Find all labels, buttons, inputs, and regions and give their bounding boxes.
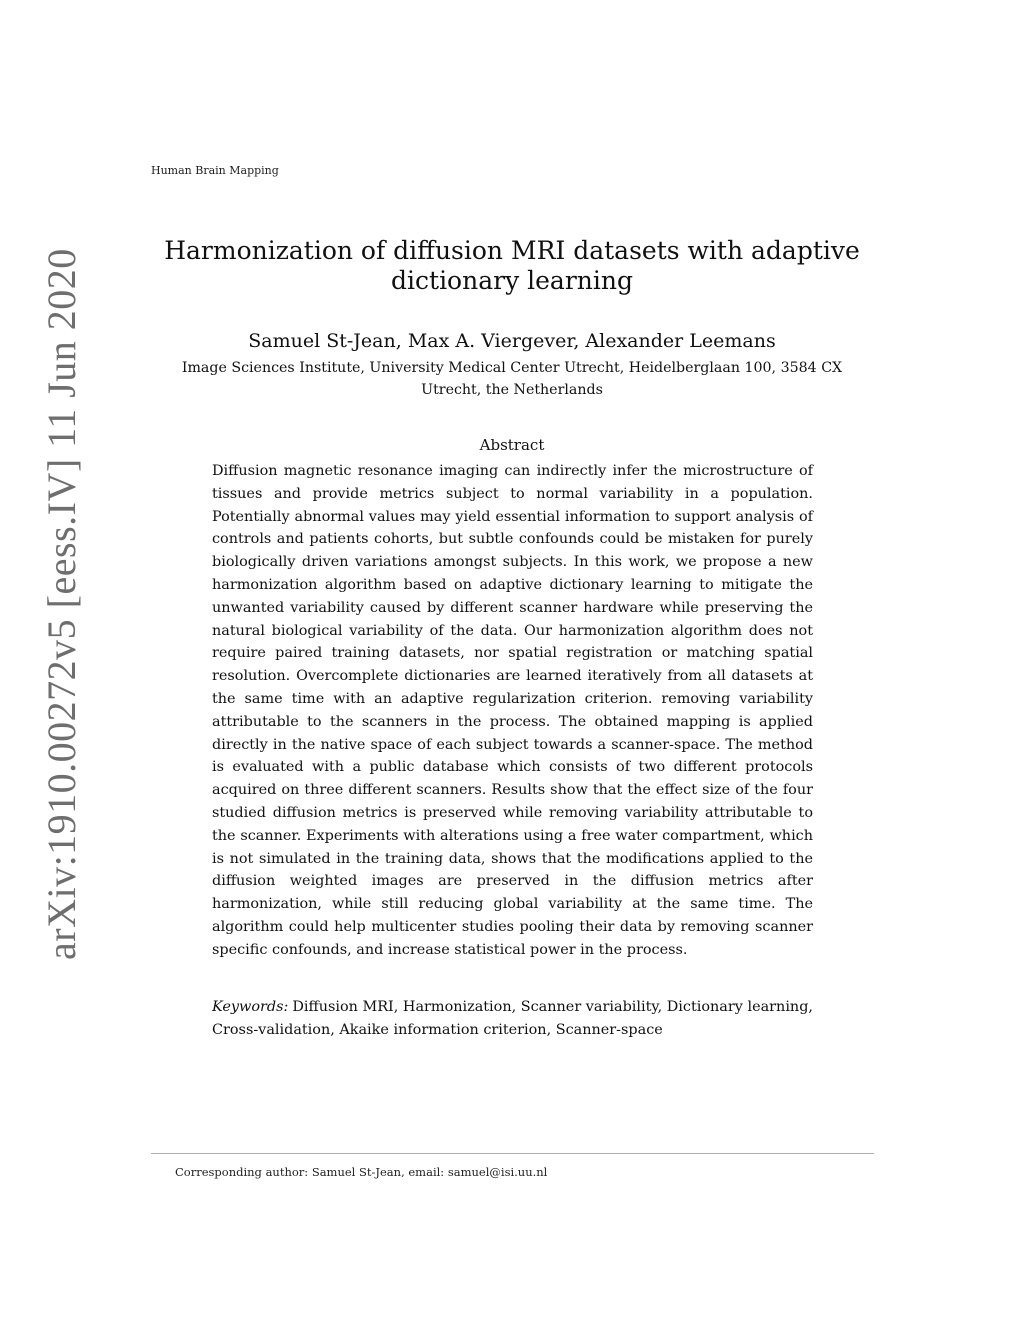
abstract-heading: Abstract (479, 436, 545, 454)
affiliation-line-1: Image Sciences Institute, University Medical Center Utrecht, Heidelberglaan 100, 3584 CX (181, 360, 843, 376)
author-list: Samuel St-Jean, Max A. Viergever, Alexander Leemans (248, 330, 776, 352)
footnote-divider (151, 1153, 874, 1154)
title-line-1: Harmonization of diffusion MRI datasets with adaptive (164, 236, 860, 265)
corresponding-author-footnote: Corresponding author: Samuel St-Jean, email: samuel@isi.uu.nl (175, 1165, 548, 1179)
keywords-label: Keywords: (212, 999, 289, 1015)
affiliation-line-2: Utrecht, the Netherlands (421, 382, 603, 398)
paper-title (150, 236, 874, 296)
keywords-list: Diffusion MRI, Harmonization, Scanner variability, Dictionary learning, Cross-validation, Akaike information criterion, Scanner-space (212, 999, 813, 1038)
abstract-text: Diffusion magnetic resonance imaging can indirectly infer the microstructure of tissues and provide metrics subject to normal variability in a population. Potentially abnormal values may yield essential information to support analysis of controls and patients cohorts, but subtle confounds could be mistaken for purely biologically driven variations amongst subjects. In this work, we propose a new harmonization algorithm based on adaptive dictionary learning to mitigate the unwanted variability caused by different scanner hardware while preserving the natural biological variability of the data. Our harmonization algorithm does not require paired training datasets, nor spatial registration or matching spatial resolution. Overcomplete dictionaries are learned iteratively from all datasets at the same time with an adaptive regularization criterion. removing variability attributable to the scanners in the process. The obtained mapping is applied directly in the native space of each subject towards a scanner-space. The method is evaluated with a public database which consists of two different protocols acquired on three different scanners. Results show that the effect size of the four studied diffusion metrics is preserved while removing variability attributable to the scanner. Experiments with alterations using a free water compartment, which is not simulated in the training data, shows that the modifications applied to the diffusion weighted images are preserved in the diffusion metrics after harmonization, while still reducing global variability at the same time. The algorithm could help multicenter studies pooling their data by removing scanner specific confounds, and increase statistical power in the process. (212, 463, 813, 958)
journal-name: Human Brain Mapping (151, 164, 279, 177)
title-line-2: dictionary learning (391, 266, 633, 295)
arxiv-identifier-stamp: arXiv:1910.00272v5 [eess.IV] 11 Jun 2020 (39, 248, 84, 960)
affiliation (150, 357, 874, 401)
keywords (212, 996, 813, 1042)
